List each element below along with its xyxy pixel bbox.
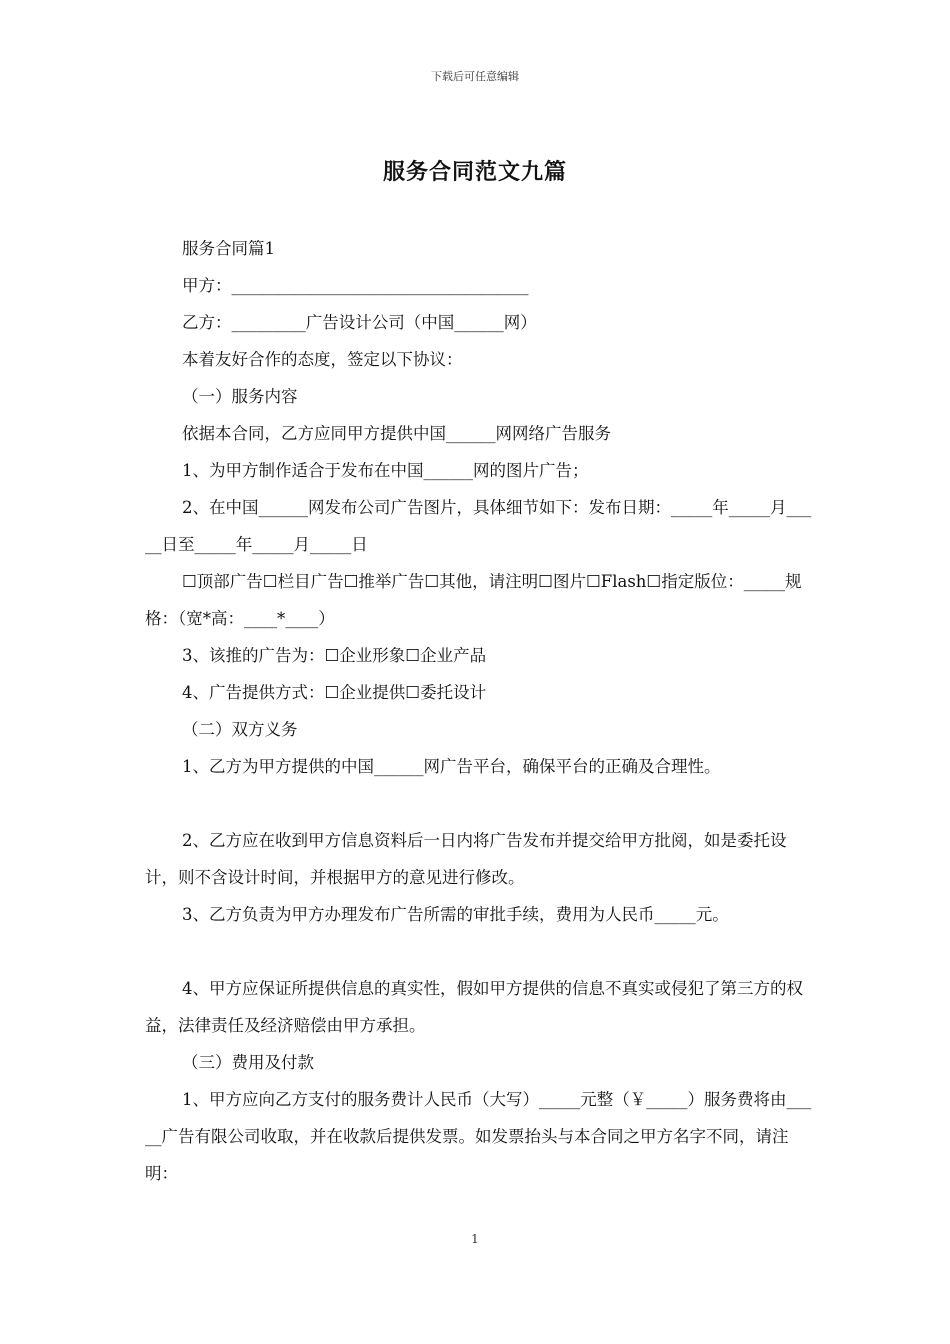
spacer (145, 933, 815, 970)
subsection-heading: （一）服务内容 (182, 387, 298, 406)
paragraph: 2、在中国______网发布公司广告图片，具体细节如下：发布日期：_____年_____月_____日至_____年_____月_____日 (145, 498, 812, 554)
paragraph: 4、甲方应保证所提供信息的真实性，假如甲方提供的信息不真实或侵犯了第三方的权益，法律责任及经济赔偿由甲方承担。 (145, 979, 803, 1035)
subsection-heading: （二）双方义务 (182, 720, 298, 739)
document-body (145, 230, 815, 1192)
party-a-line: 甲方：____________________________________ (182, 276, 529, 295)
checkbox-options: ☐顶部广告☐栏目广告☐推举广告☐其他，请注明☐图片☐Flash☐指定版位：_____规格：（宽*高：____*____） (145, 572, 802, 628)
section-heading: 服务合同篇1 (182, 239, 275, 258)
paragraph: 依据本合同，乙方应同甲方提供中国______网网络广告服务 (182, 424, 611, 443)
paragraph: 本着友好合作的态度，签定以下协议： (182, 350, 463, 369)
paragraph: 1、为甲方制作适合于发布在中国______网的图片广告； (182, 461, 589, 480)
page-header: 下载后可任意编辑 (431, 70, 519, 83)
spacer (145, 785, 815, 822)
subsection-heading: （三）费用及付款 (182, 1053, 314, 1072)
party-b-line: 乙方：_________广告设计公司（中国______网） (182, 313, 537, 332)
checkbox-options: 3、该推的广告为：☐企业形象☐企业产品 (182, 646, 487, 665)
paragraph: 3、乙方负责为甲方办理发布广告所需的审批手续，费用为人民币_____元。 (182, 905, 729, 924)
checkbox-options: 4、广告提供方式：☐企业提供☐委托设计 (182, 683, 487, 702)
page-number: 1 (471, 1232, 479, 1246)
paragraph: 1、甲方应向乙方支付的服务费计人民币（大写）_____元整（￥_____）服务费将由_____广告有限公司收取，并在收款后提供发票。如发票抬头与本合同之甲方名字不同，请注明： (145, 1090, 812, 1183)
paragraph: 1、乙方为甲方提供的中国______网广告平台，确保平台的正确及合理性。 (182, 757, 721, 776)
document-title: 服务合同范文九篇 (382, 159, 567, 185)
paragraph: 2、乙方应在收到甲方信息资料后一日内将广告发布并提交给甲方批阅，如是委托设计，则不含设计时间，并根据甲方的意见进行修改。 (145, 831, 787, 887)
